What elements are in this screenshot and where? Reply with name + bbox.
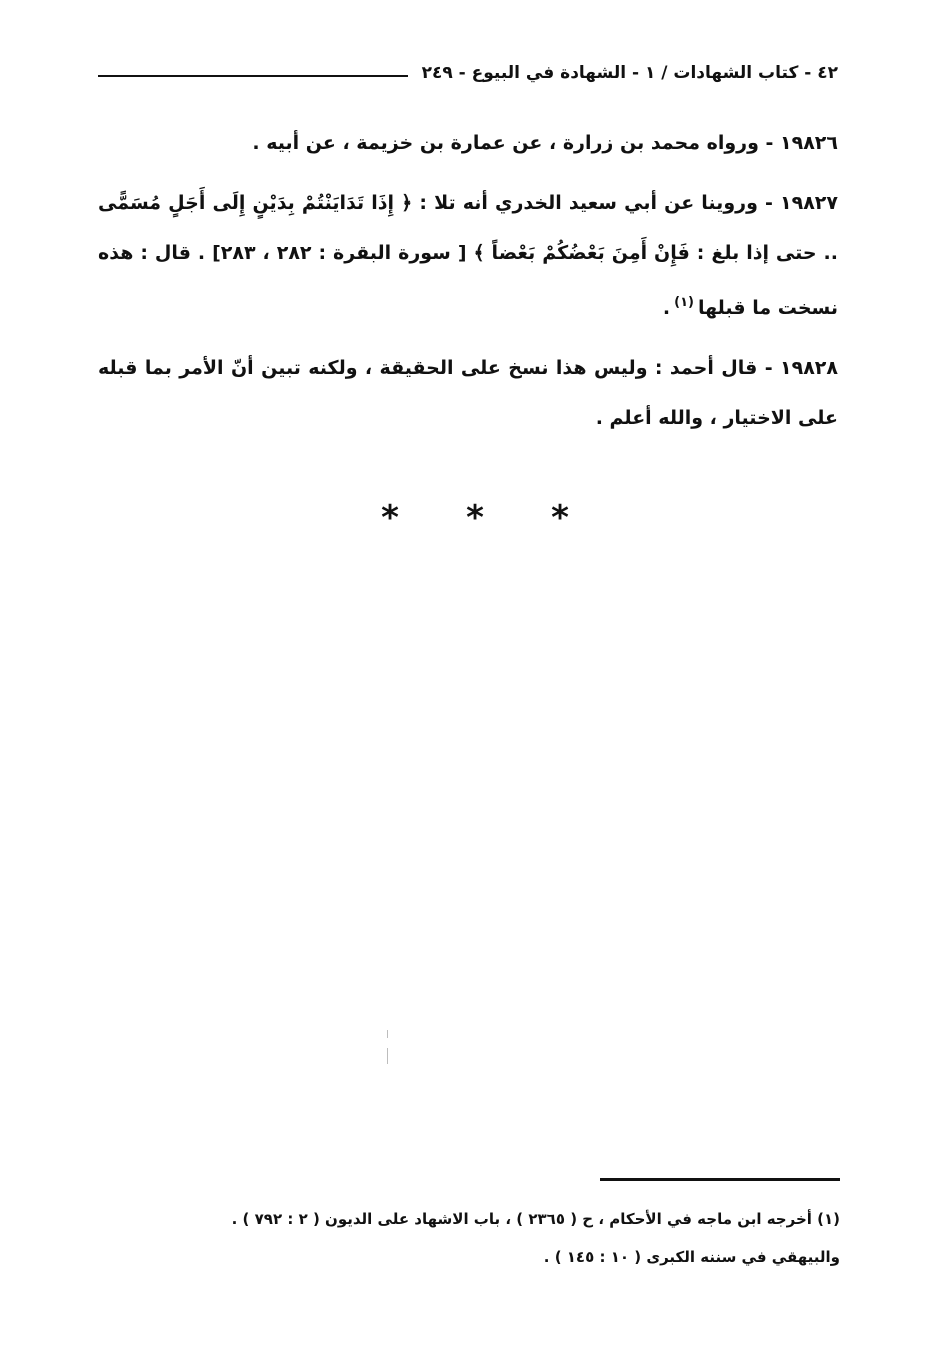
footnote-rule [600,1178,840,1181]
header-rule [98,75,408,77]
separator-star: * [381,498,399,538]
main-text [98,118,838,453]
paragraph-19828 [98,343,838,443]
footnotes [98,1200,840,1276]
footnote-1-line-2: والبيهقي في سننه الكبرى ( ١٠ : ١٤٥ ) . [543,1248,840,1266]
paragraph-text: ١٩٨٢٧ - وروينا عن أبي سعيد الخدري أنه تلا : ﴿ إِذَا تَدَايَنْتُمْ بِدَيْنٍ إِلَى أَجَلٍ مُسَمًّى .. حتى إذا بلغ : فَإِنْ أَمِنَ بَعْضُكُمْ بَعْضاً ﴾ [ سورة البقرة : ٢٨٢ ، ٢٨٣] . قال : هذه نسخت ما قبلها [98,192,838,319]
paragraph-19826 [98,118,838,168]
paragraph-text: ١٩٨٢٦ - ورواه محمد بن زرارة ، عن عمارة بن خزيمة ، عن أبيه . [252,132,838,154]
section-separator [370,498,580,538]
footnote-1-line-1: (١) أخرجه ابن ماجه في الأحكام ، ح ( ٢٣٦٥ ) ، باب الاشهاد على الديون ( ٢ : ٧٩٢ ) . [231,1210,840,1228]
separator-star: * [551,498,569,538]
running-head: ٤٢ - كتاب الشهادات / ١ - الشهادة في البيوع - ٢٤٩ [421,63,838,83]
footnote-reference[interactable]: (١) [674,295,694,310]
paragraph-text: ١٩٨٢٨ - قال أحمد : وليس هذا نسخ على الحقيقة ، ولكنه تبين أنّ الأمر بما قبله على الاختيار ، والله أعلم . [98,357,838,429]
separator-star: * [466,498,484,538]
paragraph-19827 [98,178,838,333]
scan-speck [387,1030,388,1038]
paragraph-tail: . [662,297,671,319]
page-header [98,56,838,90]
scan-speck [387,1048,388,1064]
